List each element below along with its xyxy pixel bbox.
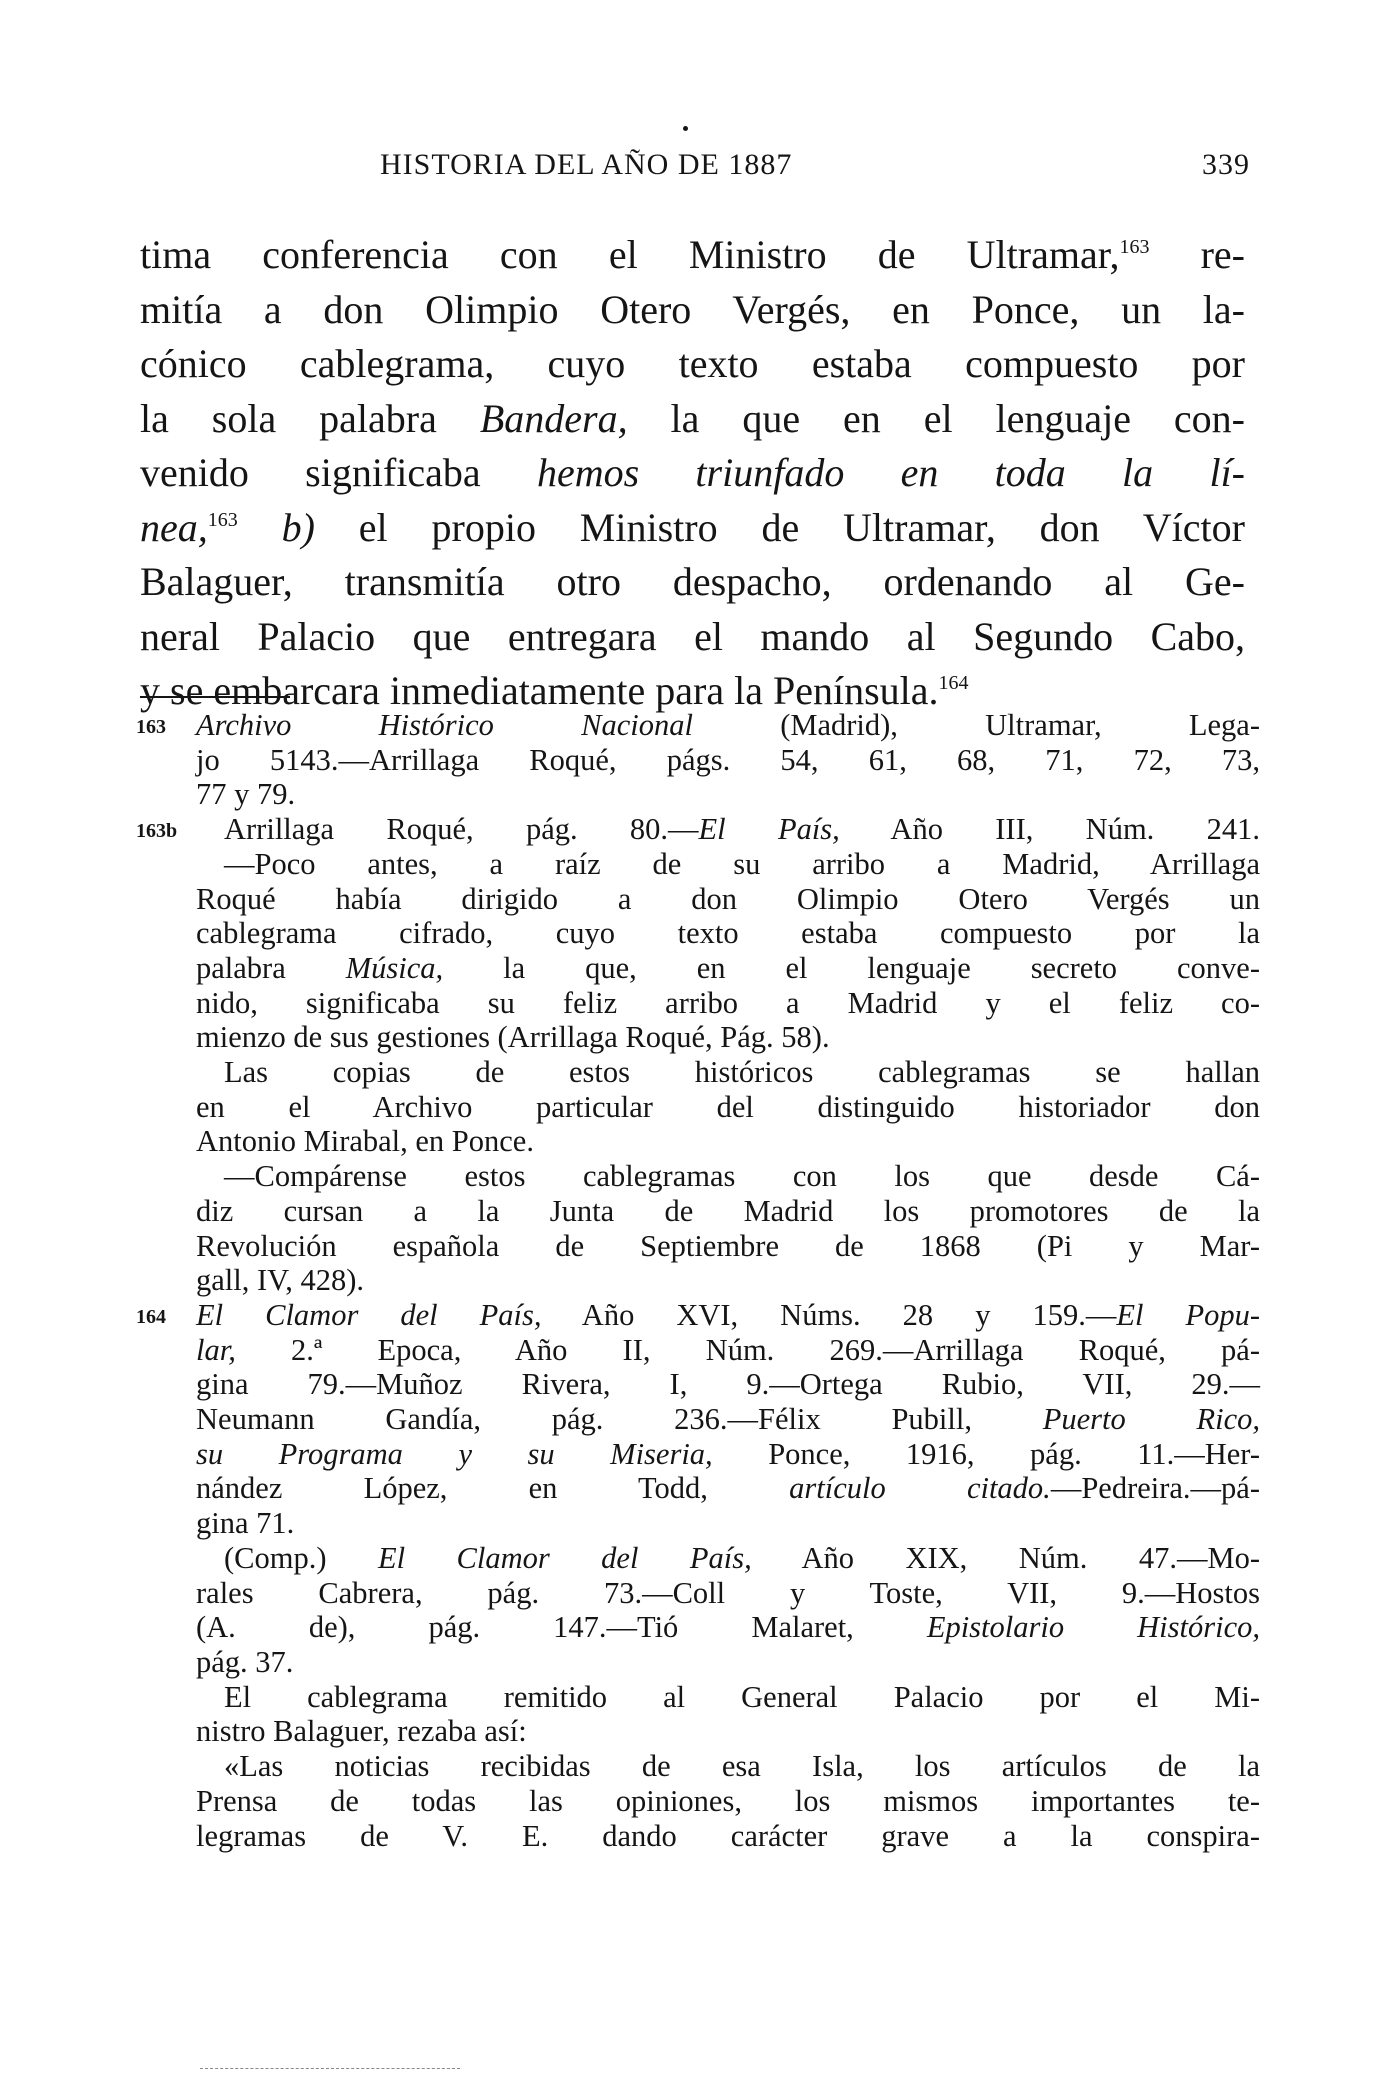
body-line: la sola palabra Bandera, la que en el lenguaje con-	[140, 395, 1245, 441]
footnote-ref: 164	[938, 672, 969, 694]
body-line: mitía a don Olimpio Otero Vergés, en Ponce, un la-	[140, 286, 1245, 332]
body-line: cónico cablegrama, cuyo texto estaba compuesto por	[140, 341, 1245, 386]
body-line: nea,$^{163}$ b) el propio Ministro de Ultramar, don Víctor	[140, 504, 1245, 550]
footnote-163: 163 Archivo Histórico Nacional (Madrid), Ultramar, Lega- jo 5143.—Arrillaga Roqué, págs. 54, 61, 68, 71, 72, 73, 77 y 79.	[136, 708, 1260, 812]
footnote-ref: 163	[1119, 236, 1150, 258]
footnote-164: 164 El Clamor del País, Año XVI, Núms. 28 y 159.—El Popu- lar, 2.ª Epoca, Año II, Núm. 269.—Arrillaga Roqué, pá- gina 79.—Muñoz Rivera, I, 9.—Ortega Rubio, VII, 29.— Neumann Gandía, pág. 236.—Félix Pubill, Puerto Rico, su Programa y su Miseria, Ponce, 1916, pág. 11.—Her- nández López, en Todd, artículo citado.—Pedreira.—pá- gina 71. (Comp.) El Clamor del País, Año XIX, Núm. 47.—Mo- rales Cabrera, pág. 73.—Coll y Toste, VII, 9.—Hostos (A. de), pág. 147.—Tió Malaret, Epistolario Histórico, pág. 37. El cablegrama remitido al General Palacio por el Mi- nistro Balaguer, rezaba así: «Las noticias recibidas de esa Isla, los artículos de la Prensa de todas las opiniones, los mismos importantes te- legramas de V. E. dando carácter grave a la conspira-	[136, 1297, 1260, 1853]
footnote-separator	[140, 696, 290, 698]
running-title: HISTORIA DEL AÑO DE 1887	[380, 148, 793, 181]
footnote-ref: 163	[207, 508, 238, 531]
footnote-mark: 163b	[136, 820, 178, 843]
body-line: venido significaba hemos triunfado en toda la lí-	[140, 450, 1246, 495]
body-line: y se embarcara inmediatamente para la Península.$^{164}$	[140, 668, 969, 713]
body-line: neral Palacio que entregara el mando al Segundo Cabo,	[140, 613, 1245, 659]
body-line: tima conferencia con el Ministro de Ultramar,$^{163}$ re-	[140, 232, 1245, 277]
main-paragraph	[140, 228, 1245, 719]
ink-dot	[683, 126, 688, 131]
scan-artifact	[200, 2068, 460, 2069]
body-line: Balaguer, transmitía otro despacho, ordenando al Ge-	[140, 559, 1245, 604]
page-number: 339	[1202, 148, 1250, 181]
footnote-163b: 163b Arrillaga Roqué, pág. 80.—El País, Año III, Núm. 241. —Poco antes, a raíz de su arribo a Madrid, Arrillaga Roqué había dirigido a don Olimpio Otero Vergés un cablegrama cifrado, cuyo texto estaba compuesto por la palabra Música, la que, en el lenguaje secreto conve- nido, significaba su feliz arribo a Madrid y el feliz co- mienzo de sus gestiones (Arrillaga Roqué, Pág. 58). Las copias de estos históricos cablegramas se hallan en el Archivo particular del distinguido historiador don Antonio Mirabal, en Ponce. —Compárense estos cablegramas con los que desde Cá- diz cursan a la Junta de Madrid los promotores de la Revolución española de Septiembre de 1868 (Pi y Mar- gall, IV, 428).	[136, 812, 1260, 1298]
footnotes	[136, 708, 1260, 1853]
footnote-mark: 163	[136, 716, 166, 738]
footnote-mark: 164	[136, 1305, 166, 1328]
page-header	[140, 148, 1260, 188]
